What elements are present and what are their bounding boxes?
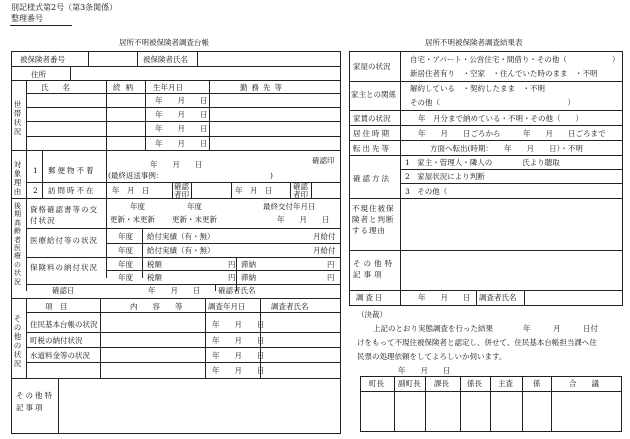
rule: [26, 150, 27, 198]
rule: [400, 183, 623, 184]
setai-head-name: 氏名: [41, 83, 84, 92]
rule: [11, 80, 341, 81]
form-number: 別記様式第2号（第3条関係）: [11, 3, 118, 12]
rule: [26, 228, 341, 229]
taisho-label: 対象理由: [13, 160, 22, 196]
stamp-kakaricho: 係長: [467, 379, 482, 388]
hoken-zeigaku-2: 税額: [147, 273, 162, 282]
rule: [26, 284, 341, 285]
jusho-label: 住所: [31, 70, 46, 79]
stamp-shusa: 主査: [498, 379, 513, 388]
hoken-nendo-2: 年度: [118, 273, 133, 282]
rule: [42, 150, 43, 198]
iryo-label: 医療給付等の状況: [30, 236, 98, 245]
rule: [215, 284, 216, 291]
hoken-zeigaku-1: 税額: [147, 260, 162, 269]
iryo-kyufu-2: 給付実績（有・無）: [147, 246, 215, 255]
rule: [26, 362, 341, 363]
rule: [106, 182, 107, 198]
rule: [100, 298, 101, 378]
rule: [11, 150, 341, 151]
reason1-label: 郵便物不着: [48, 166, 96, 175]
rule: [172, 182, 173, 198]
hoken-taino-2: 滞納: [241, 273, 256, 282]
kyoju-val: 年 月 日ごろから 年 月 日ごろまで: [418, 129, 606, 138]
rule: [522, 376, 523, 432]
iryo-nendo-1: 年度: [118, 232, 133, 241]
setai-ymd: 年 月 日: [155, 139, 208, 148]
rule: [26, 136, 341, 137]
seiri-label: 整理番号: [11, 14, 43, 23]
oth-item-2: 町税の納付状況: [30, 336, 83, 345]
hoken-nendo-1: 年度: [118, 260, 133, 269]
setai-head-work: 勤務先等: [240, 83, 286, 92]
reason1-no: 1: [33, 166, 38, 175]
koki-label: 後期高齢者医療の状況: [14, 202, 21, 286]
oth-ymd-3: 年 月 日: [212, 351, 265, 360]
hoken-en-3: 円: [228, 273, 236, 282]
rule: [476, 290, 477, 306]
rule: [205, 298, 206, 378]
oth-item-1: 住民基本台帳の状況: [30, 320, 98, 329]
fugen-label: 不現住被保険者と判断する理由: [352, 204, 395, 235]
rule: [349, 81, 623, 82]
rule: [349, 140, 623, 141]
oth-head-person: 調査者氏名: [271, 302, 309, 311]
rule: [349, 250, 623, 251]
rule: [400, 169, 623, 170]
rule: [197, 51, 198, 66]
right-title: 居所不明被保険者調査結果表: [425, 38, 523, 47]
kakuninsha-label: 確認者氏名: [218, 286, 256, 295]
rule: [311, 182, 312, 198]
chosasha-label: 調査者氏名: [479, 293, 517, 302]
method-3: 3 その他（: [405, 187, 448, 196]
reason2-kakunin-1: 確認者印: [174, 182, 189, 199]
tenshutsu-val: 方面へ転出(時期： 年 月 日）・不明: [430, 144, 583, 153]
ie-label: 家屋の状況: [353, 62, 391, 71]
reason2-ymd-1: 年 月 日: [112, 186, 150, 195]
rule: [231, 182, 232, 198]
rule: [26, 93, 341, 94]
hoken-en-1: 円: [228, 260, 236, 269]
rule: [11, 198, 341, 199]
reason2-label: 訪問時不在: [48, 186, 96, 195]
setai-ymd: 年 月 日: [155, 96, 208, 105]
rule: [349, 198, 623, 199]
rule: [26, 121, 341, 122]
yanushi-label: 家主との関係: [351, 90, 396, 99]
rule: [106, 198, 107, 278]
setai-ymd: 年 月 日: [155, 124, 208, 133]
iryo-getsu-1: 月給付: [313, 232, 336, 241]
iryo-getsu-2: 月給付: [313, 246, 336, 255]
left-title: 居所不明被保険者調査台帳: [119, 38, 209, 47]
rule: [425, 376, 426, 432]
rule: [26, 347, 341, 348]
oth-ymd-4: 年 月 日: [212, 366, 265, 375]
rule: [11, 378, 341, 379]
reason1-kakunin: 確認印: [312, 156, 335, 165]
oth-item-3: 水道料金等の状況: [30, 351, 90, 360]
setai-head-zoku: 続柄: [113, 83, 138, 92]
rule: [360, 391, 622, 392]
chosa-bi-ymd: 年 月 日: [418, 293, 471, 302]
oth-ymd-2: 年 月 日: [212, 336, 265, 345]
chosa-bi-label: 調査日: [356, 293, 385, 302]
stamp-kacho: 課長: [434, 379, 449, 388]
rule: [11, 66, 341, 67]
shikaku-label: 資格確認書等の交付状況: [30, 205, 98, 225]
iryo-nendo-2: 年度: [118, 246, 133, 255]
rule: [106, 150, 107, 182]
rule: [349, 125, 623, 126]
rule: [400, 51, 401, 306]
rule: [137, 51, 138, 66]
saishu-label: 最終交付年月日: [263, 202, 316, 211]
hihoname-label: 被保険者氏名: [143, 55, 188, 64]
rule: [191, 182, 192, 198]
saishu-ymd: 年 月 日: [277, 215, 330, 224]
rule: [88, 51, 89, 66]
yachin-label: 家賃の状況: [353, 114, 391, 123]
shikaku-nendo-2: 年度: [187, 202, 202, 211]
oth-head-date: 調査年月日: [208, 302, 246, 311]
method-1: 1 家主・管理人・隣人の 氏より聴取: [405, 158, 560, 167]
rule: [26, 257, 341, 258]
shikaku-koshin-1: 更新・未更新: [110, 215, 155, 224]
seiri-underline: [10, 25, 72, 26]
kessai-para1: 上記のとおり実態調査を行った結果 年 月 日付: [373, 324, 598, 333]
tenshutsu-label: 転出先等: [353, 144, 391, 153]
oth-ymd-1: 年 月 日: [212, 320, 265, 329]
hoken-label: 保険料の納付状況: [30, 263, 98, 272]
stamp-fukuchocho: 副町長: [398, 379, 421, 388]
rule: [209, 80, 210, 150]
kessai-date: 年 月 日: [398, 366, 451, 375]
rule: [524, 290, 525, 306]
kakunin-bi-ymd: 年 月 日: [148, 286, 201, 295]
rule: [290, 182, 291, 198]
rule: [106, 80, 107, 150]
hoken-taino-1: 滞納: [241, 260, 256, 269]
setai-ymd: 年 月 日: [155, 110, 208, 119]
rule: [106, 243, 341, 244]
rule: [349, 290, 623, 291]
rule: [26, 332, 341, 333]
rule: [490, 376, 491, 432]
rule: [58, 378, 59, 434]
stamp-chocho: 町長: [369, 379, 384, 388]
reason1-close: ): [270, 171, 273, 180]
yanushi-line1: 解約している ・契約したまま ・不明: [410, 84, 545, 93]
stamp-gogi: 合 議: [569, 379, 599, 388]
hoken-en-2: 円: [327, 260, 335, 269]
reason1-ymd: 年 月 日: [150, 160, 203, 169]
hihoban-label: 被保険者番号: [20, 55, 65, 64]
rule: [460, 376, 461, 432]
rule: [349, 110, 623, 111]
kessai-para3: 民票の処理依頼をしてよろしいか伺います。: [357, 352, 507, 361]
sonota-label: その他の状況: [13, 314, 22, 368]
rule: [349, 155, 623, 156]
kakunin-method-label: 確認方法: [353, 174, 391, 183]
rule: [551, 376, 552, 432]
kessai-para2: けをもって不現住被保険者と認定し、併せて、住民基本台帳担当課へ住: [357, 338, 597, 347]
shikaku-koshin-2: 更新・未更新: [172, 215, 217, 224]
ie-line1: 自宅・アパート・公営住宅・間借り・その他（ ）: [410, 55, 620, 64]
setai-label: 世帯状況: [13, 100, 22, 136]
setai-head-birth: 生年月日: [153, 83, 183, 92]
oth-head-item: 項 目: [45, 302, 68, 311]
kessai-label: （決裁）: [357, 310, 387, 319]
shikaku-nendo-1: 年度: [130, 202, 145, 211]
rule: [145, 80, 146, 150]
yanushi-line2: その他（ ）: [410, 98, 575, 107]
oth-head-content: 内 容 等: [130, 302, 183, 311]
iryo-kyufu-1: 給付実績（有・無）: [147, 232, 215, 241]
tokki-label: その他特記事項: [16, 391, 54, 412]
reason2-no: 2: [33, 186, 38, 195]
rule: [26, 312, 341, 313]
stamp-kakari: 係: [533, 379, 541, 388]
rule: [26, 80, 27, 150]
reason1-sub: (最終返送事例：: [108, 171, 164, 180]
hoken-en-4: 円: [327, 273, 335, 282]
rule: [11, 298, 341, 299]
rule: [26, 107, 341, 108]
method-2: 2 家屋状況により判断: [405, 172, 485, 181]
rule: [106, 270, 341, 271]
kyoju-label: 居住時期: [353, 129, 391, 138]
reason2-ymd-2: 年 月 日: [235, 186, 273, 195]
kakunin-bi-label: 確認日: [52, 286, 75, 295]
reason2-kakunin-2: 確認者印: [293, 182, 308, 199]
rule: [26, 298, 27, 378]
ie-line2: 新居住者有り ・空家 ・住んでいた時のまま ・不明: [410, 69, 598, 78]
rule: [26, 198, 27, 291]
rule: [70, 66, 71, 80]
yachin-val: 年 月分まで納めている・不明・その他（ ）: [418, 114, 583, 123]
right-tokki-label: その他特記事項: [353, 259, 395, 279]
rule: [394, 376, 395, 432]
